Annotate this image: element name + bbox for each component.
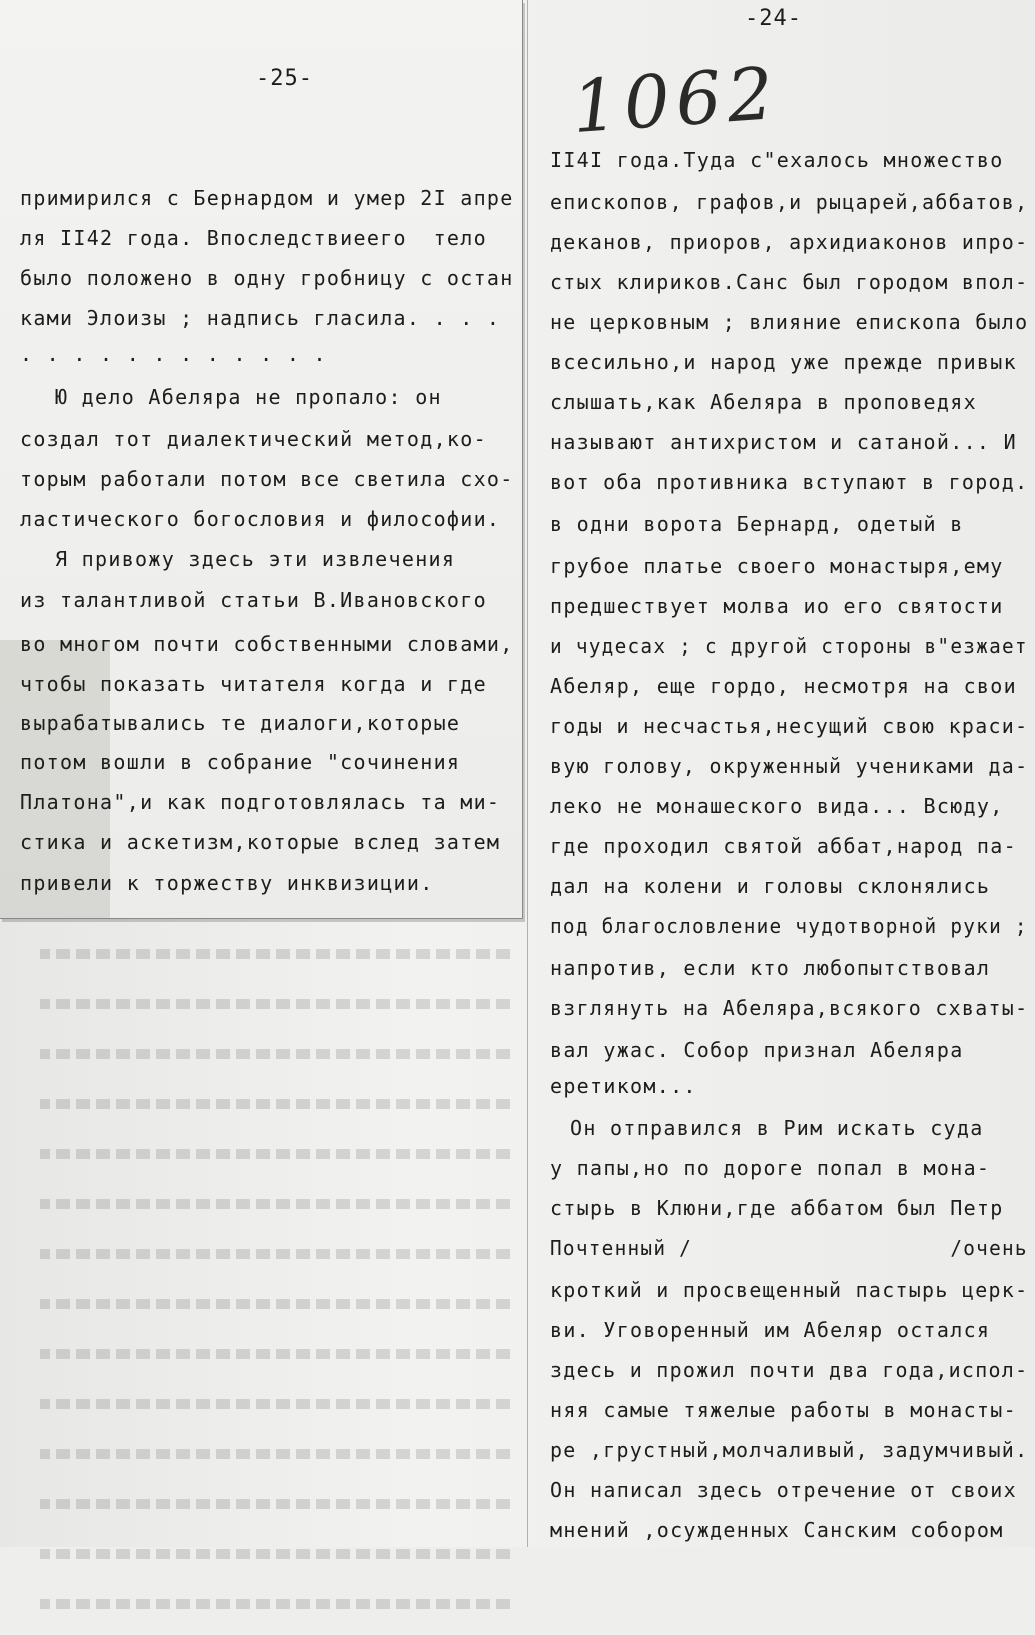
text-line: Я привожу здесь эти извлечения (55, 547, 456, 571)
text-line: стых клириков.Санс был городом впол- (550, 270, 1029, 294)
text-line: мнений ,осужденных Санским собором (550, 1518, 1004, 1542)
text-line: Почтенный / /очень (550, 1236, 1028, 1260)
text-line: леко не монашеского вида... Всюду, (550, 794, 1004, 818)
text-line: деканов, приоров, архидиаконов ипро- (550, 230, 1029, 254)
text-line: ластического богословия и философии. (20, 507, 501, 531)
text-line: Платона",и как подготовлялась та ми- (20, 790, 501, 814)
right-page-number: -24- (745, 6, 802, 31)
text-line: ками Элоизы ; надпись гласила. . . . (20, 306, 501, 330)
text-line: слышать,как Абеляра в проповедях (550, 390, 977, 414)
text-line: Он написал здесь отречение от своих (550, 1478, 1017, 1502)
text-line: из талантливой статьи В.Ивановского (20, 588, 487, 612)
text-line: потом вошли в собрание "сочинения (20, 750, 461, 774)
text-line: создал тот диалектический метод,ко- (20, 427, 487, 451)
text-line: епископов, графов,и рыцарей,аббатов, (550, 190, 1029, 214)
handwritten-folio-number: 1062 (569, 50, 782, 150)
text-line: ля II42 года. Впоследствиеего тело (20, 226, 487, 250)
text-line: няя самые тяжелые работы в монасты- (550, 1398, 1017, 1422)
text-line: Абеляр, еще гордо, несмотря на свои (550, 674, 1017, 698)
left-page-number: -25- (256, 66, 313, 91)
text-line: взглянуть на Абеляра,всякого схваты- (550, 996, 1029, 1020)
text-line: кроткий и просвещенный пастырь церк- (550, 1278, 1029, 1302)
text-line: вырабатывались те диалоги,которые (20, 711, 461, 735)
text-line: было положено в одну гробницу с остан (20, 266, 514, 290)
text-line: в одни ворота Бернард, одетый в (550, 512, 964, 536)
text-line: напротив, если кто любопытствовал (550, 956, 991, 980)
bleed-through-text (40, 935, 510, 1535)
text-line: ре ,грустный,молчаливый, задумчивый. (550, 1438, 1029, 1462)
text-line: предшествует молва ио его святости (550, 594, 1004, 618)
text-line: стырь в Клюни,где аббатом был Петр (550, 1196, 1004, 1220)
text-line: здесь и прожил почти два года,испол- (550, 1358, 1029, 1382)
text-line: и чудесах ; с другой стороны в"езжает (550, 634, 1028, 658)
text-line: во многом почти собственными словами, (20, 632, 514, 656)
page-fold (527, 0, 528, 1547)
text-line: ви. Уговоренный им Абеляр остался (550, 1318, 991, 1342)
text-line: дал на колени и головы склонялись (550, 874, 991, 898)
text-line: годы и несчастья,несущий свою краси- (550, 714, 1029, 738)
text-line: вот оба противника вступают в город. (550, 470, 1029, 494)
text-line: называют антихристом и сатаной... И (550, 430, 1017, 454)
text-line: примирился с Бернардом и умер 2I апре (20, 186, 514, 210)
text-line: под благословление чудотворной руки ; (550, 914, 1028, 938)
text-line: всесильно,и народ уже прежде привык (550, 350, 1017, 374)
text-line: еретиком... (550, 1074, 697, 1098)
left-pasted-sheet (0, 0, 523, 919)
text-line: Ю дело Абеляра не пропало: он (55, 385, 442, 409)
text-line: II4I года.Туда с"ехалось множество (550, 148, 1004, 172)
text-line: вую голову, окруженный учениками да- (550, 754, 1029, 778)
text-line: у папы,но по дороге попал в мона- (550, 1156, 991, 1180)
text-line: чтобы показать читателя когда и где (20, 672, 487, 696)
text-line: стика и аскетизм,которые вслед затем (20, 830, 501, 854)
text-line: где проходил святой аббат,народ па- (550, 834, 1017, 858)
text-line: грубое платье своего монастыря,ему (550, 554, 1004, 578)
text-line: торым работали потом все светила схо- (20, 467, 514, 491)
text-line: вал ужас. Собор признал Абеляра (550, 1038, 964, 1062)
text-line: не церковным ; влияние епископа было (550, 310, 1029, 334)
text-line: привели к торжеству инквизиции. (20, 871, 434, 895)
text-line: Он отправился в Рим искать суда (570, 1116, 984, 1140)
text-line: . . . . . . . . . . . . (20, 342, 327, 366)
